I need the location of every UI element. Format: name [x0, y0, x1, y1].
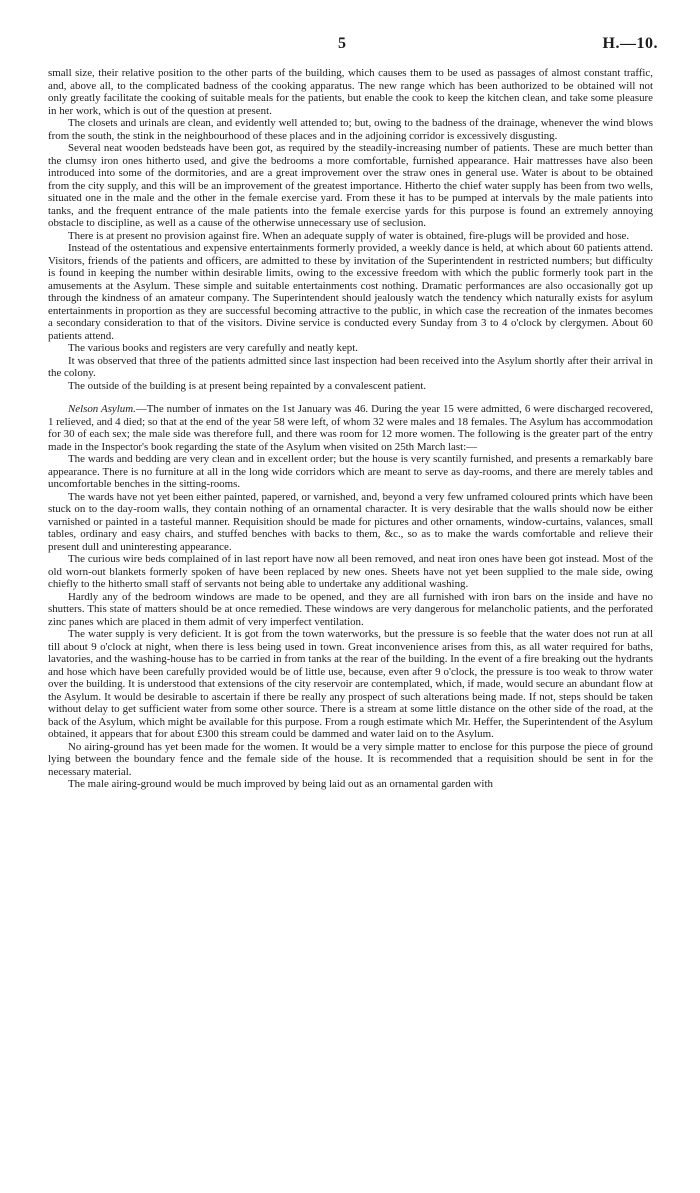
paragraph: small size, their relative position to the other parts of the building, which causes them to be used as passages of almost constant traffic, and, above all, to the complicated badness of the cooking apparatus. The new range which has been authorized to be obtained will not only greatly facilitate the cooking of suitable meals for the patients, but enable the cook to keep the kitchen clean, and take some pleasure in her work, which is out of the question at present. — [48, 67, 653, 117]
paragraph: The water supply is very deficient. It is got from the town waterworks, but the pressure is so feeble that the water does not run at all till about 9 o'clock at night, when there is less being used in town. Great inconvenience arises from this, as all water required for baths, lavatories, and the washing-house has to be carried in from tanks at the rear of the building. In the event of a fire breaking out the hydrants and hose which have been carefully provided would be of little use, because, even after 9 o'clock, the pressure is too weak to throw water over the building. It is understood that extensions of the city reservoir are contemplated, which, if made, would secure an abundant flow at the Asylum. It would be desirable to ascertain if there be really any prospect of such alterations being made. If not, steps should be taken without delay to get sufficient water from some other source. There is a stream at some little distance on the other side of the road, at the back of the Asylum, which might be available for this purpose. From a rough estimate which Mr. Heffer, the Superintendent of the Asylum obtained, it appears that for about £300 this stream could be dammed and water laid on to the Asylum. — [48, 628, 653, 740]
page-number: 5 — [338, 35, 346, 52]
document-code: H.—10. — [602, 35, 658, 52]
paragraph: The outside of the building is at present being repainted by a convalescent patient. — [68, 379, 427, 392]
paragraph: Hardly any of the bedroom windows are made to be opened, and they are all furnished with iron bars on the inside and have no shutters. This state of matters should be at once remedied. These windows are very dangerous for melancholic patients, and the perforated zinc panes which are placed in them admit of very imperfect ventilation. — [48, 590, 653, 628]
paragraph: The curious wire beds complained of in last report have now all been removed, and neat iron ones have been got instead. Most of the old worn-out blankets formerly spoken of have been replaced by new ones. Sheets have not yet been supplied to the male side, owing chiefly to the hitherto small staff of servants not being able to undertake any additional washing. — [48, 553, 653, 590]
paragraph: It was observed that three of the patients admitted since last inspection had been received into the Asylum shortly after their arrival in the colony. — [48, 354, 653, 379]
paragraph: The wards have not yet been either painted, papered, or varnished, and, beyond a very few unframed coloured prints which have been stuck on to the day-room walls, they contain nothing of an ornamental character. It is very desirable that the walls should now be either varnished or painted in a tasteful manner. Requisition should be made for pictures and other ornaments, window-curtains, valances, small tables, ordinary and easy chairs, and stuffed benches with backs to them, &c., so as to make the wards comfortable and relieve their present dull and uninteresting appearance. — [48, 490, 653, 553]
section-paragraph — [48, 403, 653, 453]
paragraph: Several neat wooden bedsteads have been got, as required by the steadily-increasing number of patients. These are much better than the clumsy iron ones hitherto used, and give the bedrooms a more comfortable, furnished appearance. Hair mattresses have also been introduced into some of the dormitories, and are a great improvement over the straw ones in general use. Water is about to be obtained from the city supply, and this will be an improvement of the greatest importance. Hitherto the chief water supply has been from two wells, situated one in the male and the other in the female exercise yard. From these it has to be pumped at intervals by the male patients into tanks, and the frequent entrance of the male patients into the female exercise yards for this purpose is found an extremely annoying obstacle to discipline, as well as a cause of the otherwise unnecessary use of seclusion. — [48, 142, 653, 229]
paragraph: The closets and urinals are clean, and evidently well attended to; but, owing to the badness of the drainage, whenever the wind blows from the south, the stink in the neighbourhood of these places and in the adjoining corridor is excessively disgusting. — [48, 117, 653, 142]
page-header — [0, 35, 700, 58]
paragraph: The wards and bedding are very clean and in excellent order; but the house is very scantily furnished, and presents a remarkably bare appearance. There is no furniture at all in the long wide corridors which are meant to serve as day-rooms, and there are merely tables and uncomfortable benches in the sitting-rooms. — [48, 453, 653, 490]
section-text: —The number of inmates on the 1st January was 46. During the year 15 were admitted, 6 were discharged recovered, 1 relieved, and 4 died; so that at the end of the year 58 were left, of whom 32 were males and 18 females. The Asylum has accommodation for 30 of each sex; the male side was therefore full, and there was room for 12 more women. The following is the greater part of the entry made in the Inspector's book regarding the state of the Asylum when visited on 25th March last:— — [48, 403, 654, 453]
body-text — [48, 67, 653, 791]
paragraph: No airing-ground has yet been made for the women. It would be a very simple matter to enclose for this purpose the piece of ground lying between the boundary fence and the female side of the house. It is recommended that a requisition should be sent in for the necessary material. — [48, 740, 653, 778]
section-lead: Nelson Asylum. — [68, 403, 136, 415]
paragraph: The male airing-ground would be much improved by being laid out as an ornamental garden with — [68, 778, 493, 790]
paragraph: The various books and registers are very carefully and neatly kept. — [68, 342, 359, 354]
paragraph: There is at present no provision against fire. When an adequate supply of water is obtained, fire-plugs will be provided and hose. — [68, 229, 630, 242]
paragraph: Instead of the ostentatious and expensive entertainments formerly provided, a weekly dance is held, at which about 60 patients attend. Visitors, friends of the patients and officers, are admitted to these by invitation of the Superintendent in restricted numbers; but difficulty is found in keeping the number within desirable limits, owing to the excessive freedom with which the public formerly took part in the amusements at the Asylum. These simple and suitable entertainments cost nothing. Dramatic performances are also occasionally got up through the kindness of an amateur company. The Superintendent should jealously watch the tendency which naturally exists for asylum entertainments in proportion as they are successful becoming attractive to the public, in which case the recreation of the inmates becomes a secondary consideration to that of the visitors. Divine service is conducted every Sunday from 3 to 4 o'clock by clergymen. About 60 patients attend. — [48, 242, 653, 342]
